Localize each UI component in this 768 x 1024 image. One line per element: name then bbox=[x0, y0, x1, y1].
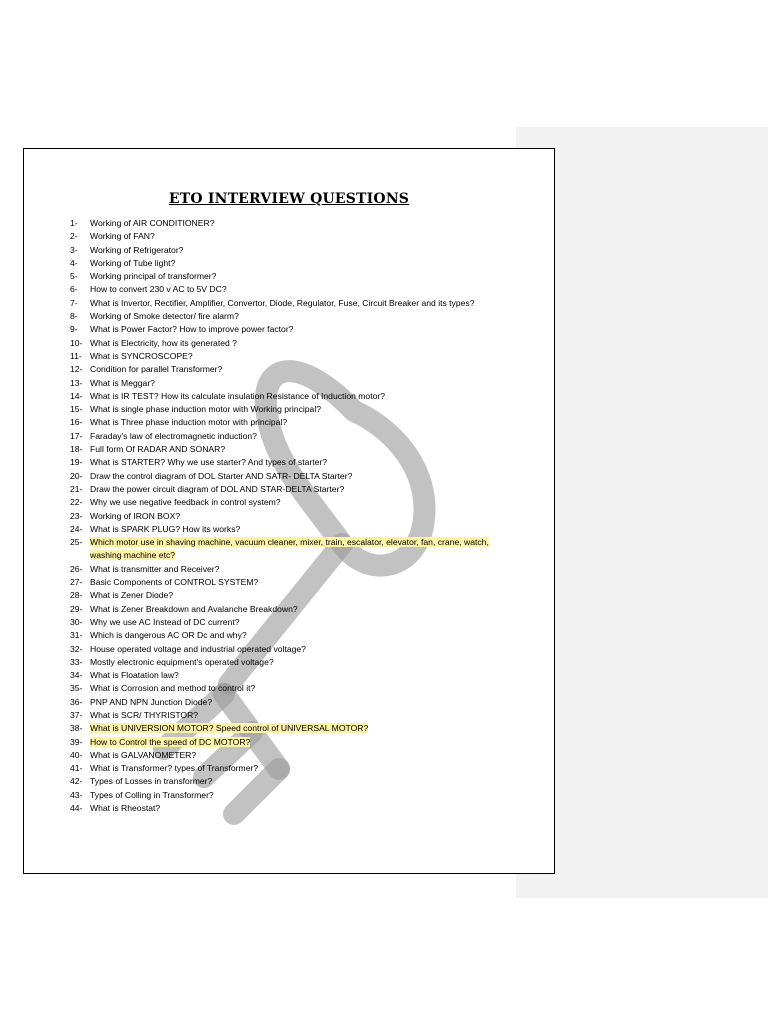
question-item bbox=[70, 762, 510, 775]
question-number: 30- bbox=[70, 616, 83, 627]
question-text: What is SYNCROSCOPE? bbox=[90, 350, 193, 361]
question-number: 28- bbox=[70, 590, 83, 601]
question-number: 36- bbox=[70, 696, 83, 707]
question-item bbox=[70, 443, 510, 456]
question-number: 34- bbox=[70, 670, 83, 681]
question-text: What is Rheostat? bbox=[90, 803, 161, 814]
question-item bbox=[70, 802, 510, 815]
question-item bbox=[70, 563, 510, 576]
question-item bbox=[70, 456, 510, 469]
document-page bbox=[23, 148, 555, 874]
question-item bbox=[70, 510, 510, 523]
question-item bbox=[70, 629, 510, 642]
question-text: PNP AND NPN Junction Diode? bbox=[90, 696, 213, 707]
question-item bbox=[70, 749, 510, 762]
question-item bbox=[70, 576, 510, 589]
question-text: What is single phase induction motor with Working principal? bbox=[90, 404, 322, 415]
question-number: 44- bbox=[70, 803, 83, 814]
question-number: 25- bbox=[70, 537, 83, 548]
question-item bbox=[70, 416, 510, 429]
question-number: 14- bbox=[70, 390, 83, 401]
question-number: 37- bbox=[70, 709, 83, 720]
question-text: What is Zener Diode? bbox=[90, 590, 174, 601]
question-text: What is Corrosion and method to control it? bbox=[90, 683, 256, 694]
question-number: 9- bbox=[70, 324, 78, 335]
question-item bbox=[70, 616, 510, 629]
question-item bbox=[70, 283, 510, 296]
question-text: Faraday's law of electromagnetic induction? bbox=[90, 430, 257, 441]
question-item bbox=[70, 323, 510, 336]
question-number: 21- bbox=[70, 483, 83, 494]
question-item bbox=[70, 363, 510, 376]
question-number: 18- bbox=[70, 444, 83, 455]
question-text: Why we use negative feedback in control system? bbox=[90, 497, 281, 508]
question-text: Working of Smoke detector/ fire alarm? bbox=[90, 311, 239, 322]
question-text: Working of Refrigerator? bbox=[90, 244, 184, 255]
question-text: What is SCR/ THYRISTOR? bbox=[90, 709, 199, 720]
question-text: Which is dangerous AC OR Dc and why? bbox=[90, 630, 247, 641]
question-text: House operated voltage and industrial operated voltage? bbox=[90, 643, 306, 654]
question-number: 1- bbox=[70, 218, 78, 228]
question-number: 11- bbox=[70, 350, 82, 361]
question-text: What is transmitter and Receiver? bbox=[90, 563, 220, 574]
question-number: 12- bbox=[70, 364, 83, 375]
question-number: 2- bbox=[70, 231, 78, 242]
question-text: Full form Of RADAR AND SONAR? bbox=[90, 444, 226, 455]
question-number: 32- bbox=[70, 643, 83, 654]
question-number: 17- bbox=[70, 430, 83, 441]
question-item bbox=[70, 736, 510, 749]
question-item bbox=[70, 789, 510, 802]
question-number: 10- bbox=[70, 337, 83, 348]
question-text: What is Electricity, how its generated ? bbox=[90, 337, 237, 348]
question-number: 5- bbox=[70, 271, 78, 282]
question-number: 16- bbox=[70, 417, 83, 428]
question-number: 26- bbox=[70, 563, 83, 574]
question-item bbox=[70, 430, 510, 443]
question-number: 22- bbox=[70, 497, 83, 508]
question-list bbox=[70, 217, 510, 815]
question-text-highlighted: Which motor use in shaving machine, vacuum cleaner, mixer, train, escalator, elevator, fan, crane, watch, washing machine etc? bbox=[90, 537, 489, 561]
question-text: What is Power Factor? How to improve power factor? bbox=[90, 324, 294, 335]
question-text: What is GALVANOMETER? bbox=[90, 749, 197, 760]
question-item bbox=[70, 669, 510, 682]
question-number: 8- bbox=[70, 311, 78, 322]
question-text: What is Meggar? bbox=[90, 377, 155, 388]
question-text: What is SPARK PLUG? How its works? bbox=[90, 523, 241, 534]
question-item bbox=[70, 523, 510, 536]
question-text: What is Invertor, Rectifier, Amplifier, Convertor, Diode, Regulator, Fuse, Circuit Breaker and its types? bbox=[90, 297, 475, 308]
question-text: Types of Colling in Transformer? bbox=[90, 789, 214, 800]
question-item bbox=[70, 390, 510, 403]
question-number: 27- bbox=[70, 577, 83, 588]
question-text-highlighted: What is UNIVERSION MOTOR? Speed control of UNIVERSAL MOTOR? bbox=[90, 723, 369, 734]
question-item bbox=[70, 217, 510, 230]
question-number: 13- bbox=[70, 377, 83, 388]
question-text: Mostly electronic equipment's operated voltage? bbox=[90, 656, 274, 667]
question-item bbox=[70, 696, 510, 709]
question-number: 24- bbox=[70, 523, 83, 534]
question-text: What is Zener Breakdown and Avalanche Breakdown? bbox=[90, 603, 298, 614]
question-text: Working of AIR CONDITIONER? bbox=[90, 218, 215, 228]
question-text: Basic Components of CONTROL SYSTEM? bbox=[90, 577, 259, 588]
question-number: 42- bbox=[70, 776, 83, 787]
question-item bbox=[70, 310, 510, 323]
question-item bbox=[70, 270, 510, 283]
question-text: What is IR TEST? How its calculate insulation Resistance of Induction motor? bbox=[90, 390, 386, 401]
question-number: 20- bbox=[70, 470, 83, 481]
question-number: 40- bbox=[70, 749, 83, 760]
question-number: 38- bbox=[70, 723, 83, 734]
question-item bbox=[70, 337, 510, 350]
question-text: Draw the power circuit diagram of DOL AND STAR-DELTA Starter? bbox=[90, 483, 345, 494]
question-item bbox=[70, 496, 510, 509]
question-item bbox=[70, 230, 510, 243]
question-item bbox=[70, 682, 510, 695]
question-number: 31- bbox=[70, 630, 83, 641]
question-item bbox=[70, 377, 510, 390]
question-text: Working principal of transformer? bbox=[90, 271, 217, 282]
question-item bbox=[70, 350, 510, 363]
question-number: 41- bbox=[70, 763, 83, 774]
question-number: 43- bbox=[70, 789, 83, 800]
question-text: What is STARTER? Why we use starter? And types of starter? bbox=[90, 457, 328, 468]
question-number: 19- bbox=[70, 457, 83, 468]
question-item bbox=[70, 589, 510, 602]
question-item bbox=[70, 244, 510, 257]
question-text: Working of FAN? bbox=[90, 231, 155, 242]
question-item bbox=[70, 536, 510, 563]
question-number: 4- bbox=[70, 257, 78, 268]
question-item bbox=[70, 656, 510, 669]
question-item bbox=[70, 643, 510, 656]
question-number: 6- bbox=[70, 284, 78, 295]
question-text: Why we use AC Instead of DC current? bbox=[90, 616, 240, 627]
question-number: 23- bbox=[70, 510, 83, 521]
question-text: Condition for parallel Transformer? bbox=[90, 364, 223, 375]
question-item bbox=[70, 257, 510, 270]
question-text: Working of IRON BOX? bbox=[90, 510, 181, 521]
question-item bbox=[70, 722, 510, 735]
question-item bbox=[70, 775, 510, 788]
question-text: What is Floatation law? bbox=[90, 670, 179, 681]
question-number: 35- bbox=[70, 683, 83, 694]
question-number: 15- bbox=[70, 404, 83, 415]
question-item bbox=[70, 709, 510, 722]
document-title: ETO INTERVIEW QUESTIONS bbox=[168, 191, 410, 207]
question-item bbox=[70, 470, 510, 483]
question-number: 3- bbox=[70, 244, 78, 255]
question-text: What is Three phase induction motor with principal? bbox=[90, 417, 288, 428]
question-text: Working of Tube light? bbox=[90, 257, 176, 268]
question-number: 7- bbox=[70, 297, 78, 308]
question-item bbox=[70, 403, 510, 416]
question-text: What is Transformer? types of Transformer? bbox=[90, 763, 259, 774]
question-text: Types of Losses in transformer? bbox=[90, 776, 213, 787]
question-item bbox=[70, 483, 510, 496]
question-number: 39- bbox=[70, 736, 83, 747]
question-number: 29- bbox=[70, 603, 83, 614]
question-item bbox=[70, 603, 510, 616]
question-text-highlighted: How to Control the speed of DC MOTOR? bbox=[90, 736, 251, 747]
question-item bbox=[70, 297, 510, 310]
question-text: Draw the control diagram of DOL Starter AND SATR- DELTA Starter? bbox=[90, 470, 353, 481]
question-text: How to convert 230 v AC to 5V DC? bbox=[90, 284, 227, 295]
question-number: 33- bbox=[70, 656, 83, 667]
